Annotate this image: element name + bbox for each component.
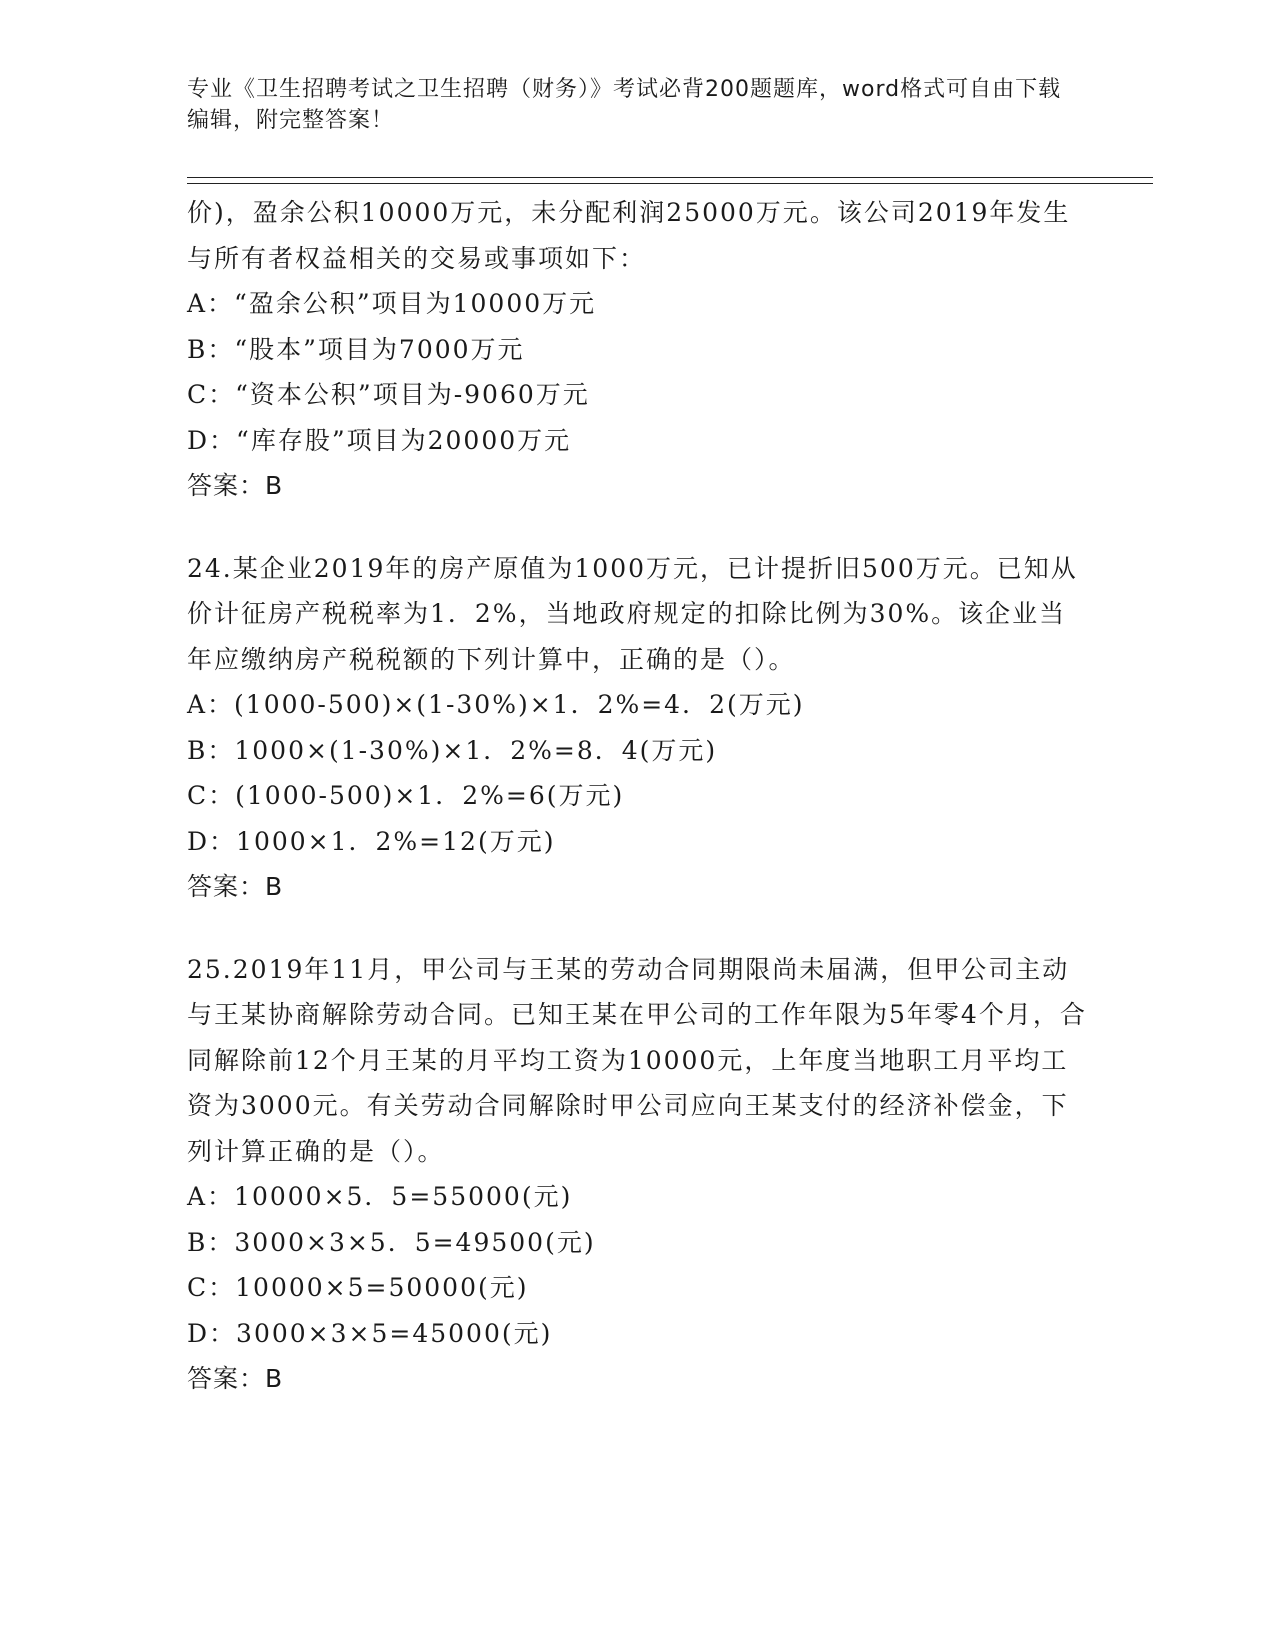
document-body [187, 190, 1087, 1402]
answer-label: 答案：B [187, 1364, 284, 1393]
option-a: A：10000×5．5=55000(元) [187, 1182, 573, 1211]
answer-label: 答案：B [187, 872, 284, 901]
option-b: B：1000×(1-30%)×1．2%=8．4(万元) [187, 735, 718, 765]
option-c: C：10000×5=50000(元) [187, 1273, 529, 1302]
option-d: D：“库存股”项目为20000万元 [187, 425, 572, 455]
header-rule-top [187, 177, 1153, 178]
answer-label: 答案：B [187, 471, 284, 500]
question-24 [187, 546, 1087, 910]
option-d: D：3000×3×5=45000(元) [187, 1318, 553, 1348]
option-d: D：1000×1．2%=12(万元) [187, 826, 556, 856]
option-b: B：3000×3×5．5=49500(元) [187, 1227, 596, 1257]
option-c: C：(1000-500)×1．2%=6(万元) [187, 781, 625, 810]
question-23 [187, 190, 1087, 509]
question-25 [187, 947, 1087, 1402]
question-stem: 24.某企业2019年的房产原值为1000万元，已计提折旧500万元。已知从价计征房产税税率为1．2%，当地政府规定的扣除比例为30%。该企业当年应缴纳房产税税额的下列计算中，正确的是（）。 [187, 553, 1078, 674]
question-stem: 价)，盈余公积10000万元，未分配利润25000万元。该公司2019年发生与所有者权益相关的交易或事项如下： [187, 198, 1071, 273]
document-header: 专业《卫生招聘考试之卫生招聘（财务）》考试必背200题题库，word格式可自由下载编辑，附完整答案！ [187, 77, 1062, 133]
spacer [187, 509, 1087, 546]
option-c: C：“资本公积”项目为-9060万元 [187, 380, 590, 409]
option-a: A：“盈余公积”项目为10000万元 [187, 289, 597, 318]
option-a: A：(1000-500)×(1-30%)×1．2%=4．2(万元) [187, 690, 805, 719]
header-rule-bottom [187, 183, 1153, 184]
option-b: B：“股本”项目为7000万元 [187, 334, 525, 364]
spacer [187, 910, 1087, 947]
question-stem: 25.2019年11月，甲公司与王某的劳动合同期限尚未届满，但甲公司主动与王某协商解除劳动合同。已知王某在甲公司的工作年限为5年零4个月，合同解除前12个月王某的月平均工资为10000元，上年度当地职工月平均工资为3000元。有关劳动合同解除时甲公司应向王某支付的经济补偿金，下列计算正确的是（）。 [187, 954, 1087, 1166]
